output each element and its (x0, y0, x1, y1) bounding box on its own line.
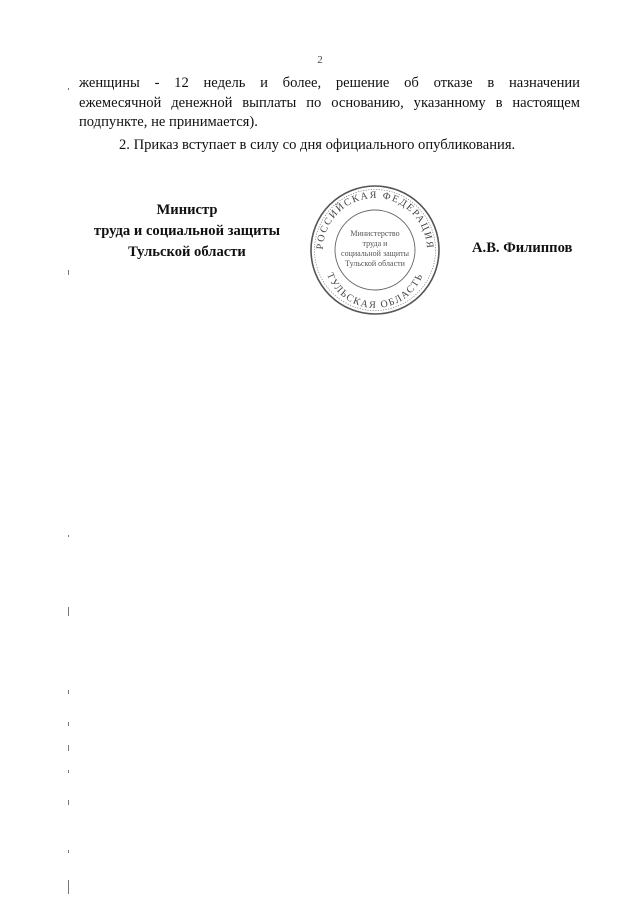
seal-center-text: Тульской области (345, 259, 405, 268)
seal-graphic (307, 182, 443, 318)
seal-center-text: Министерство (350, 229, 400, 238)
scan-artifact (68, 850, 69, 853)
page-number: 2 (317, 54, 323, 66)
scan-artifact (68, 770, 69, 773)
seal-ring-top-text: РОССИЙСКАЯ ФЕДЕРАЦИЯ (314, 189, 436, 250)
scan-artifact (68, 800, 69, 805)
scan-artifact (68, 88, 69, 90)
official-seal (307, 182, 443, 318)
document-body (79, 74, 580, 155)
scan-artifact (68, 607, 69, 616)
signatory-title-line: Тульской области (128, 244, 246, 260)
signatory-title-line: труда и социальной защиты (93, 223, 281, 239)
seal-center-text: социальной защиты (341, 249, 409, 258)
scan-artifact (68, 270, 69, 275)
seal-center-text: труда и (362, 239, 388, 248)
scan-artifact (68, 535, 69, 537)
paragraph-line: подпункте, не принимается). (79, 114, 258, 130)
paragraph-effective-date: 2. Приказ вступает в силу со дня официального опубликования. (119, 136, 516, 153)
seal-ring-bottom-text: ТУЛЬСКАЯ ОБЛАСТЬ (324, 271, 426, 312)
signatory-name: А.В. Филиппов (472, 240, 573, 256)
signatory-title-line: Министр (156, 202, 218, 218)
scan-artifact (68, 722, 69, 726)
paragraph-line: ежемесячной денежной выплаты по основанию, указанному в настоящем (79, 94, 580, 111)
scan-artifact (68, 880, 69, 894)
paragraph-line: женщины - 12 недель и более, решение об отказе в назначении (79, 75, 580, 91)
scan-artifact (68, 745, 69, 751)
scan-artifact (68, 690, 69, 694)
signatory-title (82, 200, 292, 263)
